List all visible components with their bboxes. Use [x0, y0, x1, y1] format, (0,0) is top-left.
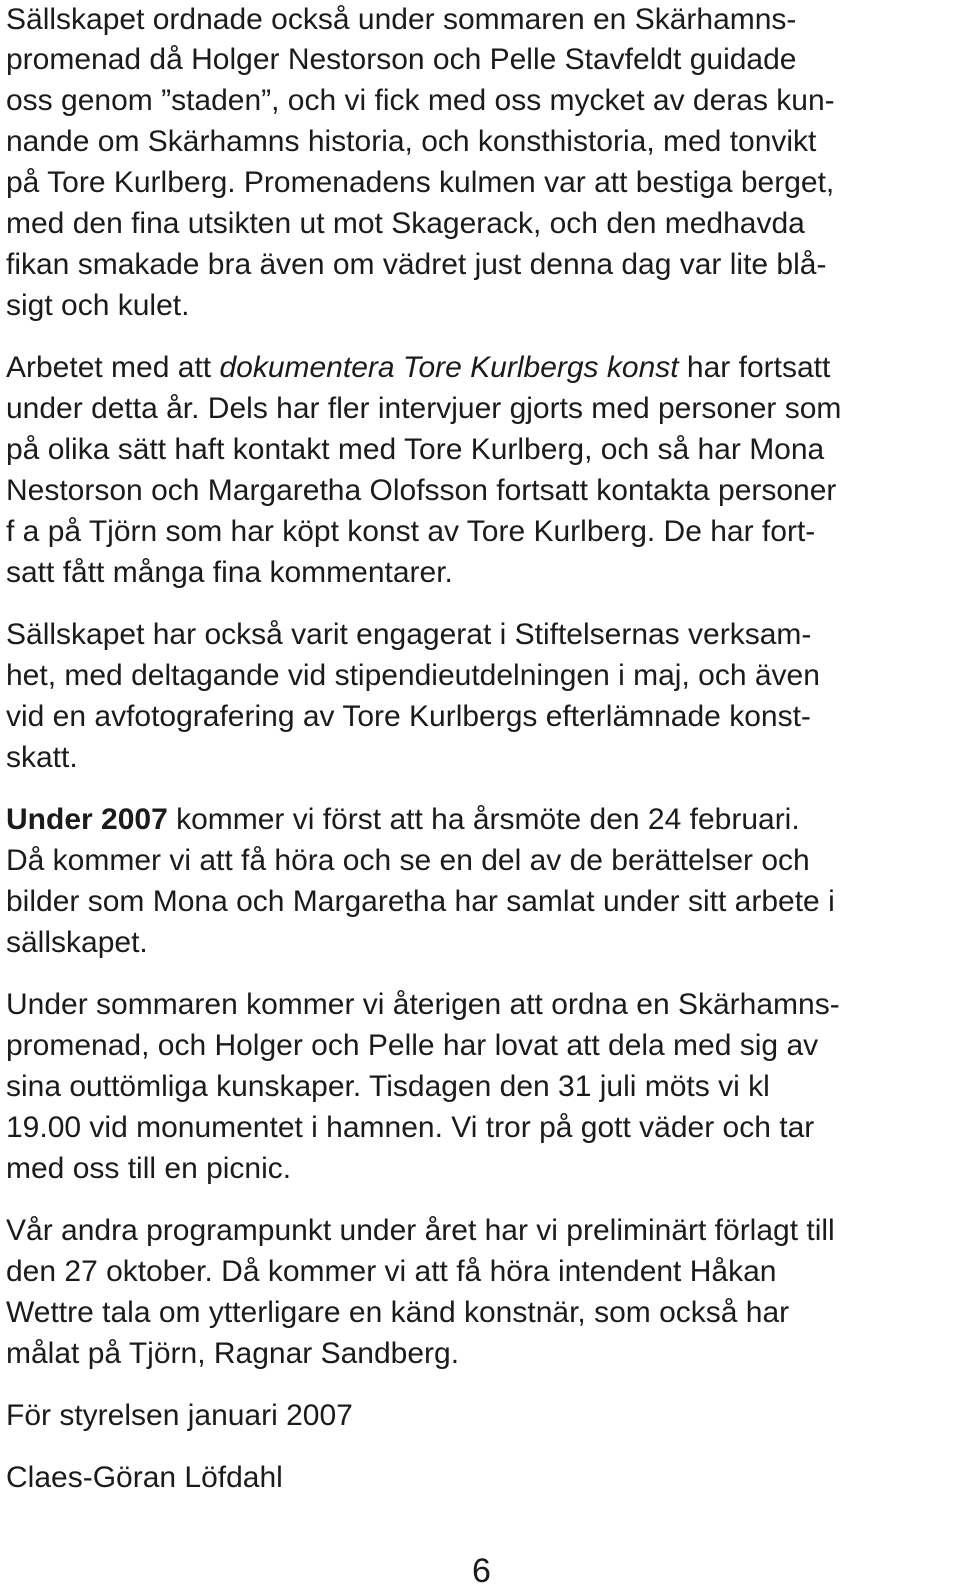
text-line: satt fått många fina kommentarer.	[6, 556, 453, 589]
text-line: Sällskapet ordnade också under sommaren en Skärhamns-	[6, 3, 797, 36]
text-line: promenad, och Holger och Pelle har lovat att dela med sig av	[6, 1029, 819, 1062]
text-line: skatt.	[6, 741, 78, 774]
text-line: på Tore Kurlberg. Promenadens kulmen var att bestiga berget,	[6, 166, 835, 199]
text-line: med oss till en picnic.	[6, 1152, 292, 1185]
text-line	[6, 350, 830, 386]
text-line: sällskapet.	[6, 926, 148, 959]
text-line: sigt och kulet.	[6, 289, 190, 322]
text-line: den 27 oktober. Då kommer vi att få höra intendent Håkan	[6, 1255, 777, 1288]
text-line: Under sommaren kommer vi återigen att ordna en Skärhamns-	[6, 988, 840, 1021]
text-line: under detta år. Dels har fler intervjuer gjorts med personer som	[6, 392, 842, 425]
text-line: promenad då Holger Nestorson och Pelle Stavfeldt guidade	[6, 43, 797, 76]
text-line: fikan smakade bra även om vädret just denna dag var lite blå-	[6, 248, 827, 281]
text-line	[6, 802, 800, 838]
text-line: Sällskapet har också varit engagerat i Stiftelsernas verksam-	[6, 618, 812, 651]
text-line: Wettre tala om ytterligare en känd konstnär, som också har	[6, 1296, 790, 1329]
text-line: Vår andra programpunkt under året har vi preliminärt förlagt till	[6, 1214, 835, 1247]
text-run: Arbetet med att	[6, 351, 220, 384]
text-line: med den fina utsikten ut mot Skagerack, och den medhavda	[6, 207, 805, 240]
text-run: har fortsatt	[678, 351, 831, 384]
text-line: Nestorson och Margaretha Olofsson fortsatt kontakta personer	[6, 474, 837, 507]
page-number: 6	[472, 1552, 491, 1590]
text-line: oss genom ”staden”, och vi fick med oss mycket av deras kun-	[6, 84, 835, 117]
text-line: målat på Tjörn, Ragnar Sandberg.	[6, 1337, 460, 1370]
text-line: f a på Tjörn som har köpt konst av Tore Kurlberg. De har fort-	[6, 515, 816, 548]
bold-lead: Under 2007	[6, 803, 168, 836]
text-line: 19.00 vid monumentet i hamnen. Vi tror på gott väder och tar	[6, 1111, 815, 1144]
text-line: sina outtömliga kunskaper. Tisdagen den 31 juli möts vi kl	[6, 1070, 770, 1103]
text-line: nande om Skärhamns historia, och konsthistoria, med tonvikt	[6, 125, 817, 158]
text-line: bilder som Mona och Margaretha har samlat under sitt arbete i	[6, 885, 835, 918]
text-line: Då kommer vi att få höra och se en del av de berättelser och	[6, 844, 810, 877]
signature-dateline: För styrelsen januari 2007	[6, 1399, 353, 1432]
text-line: het, med deltagande vid stipendieutdelningen i maj, och även	[6, 659, 820, 692]
text-line: på olika sätt haft kontakt med Tore Kurlberg, och så har Mona	[6, 433, 825, 466]
text-run: kommer vi först att ha årsmöte den 24 februari.	[167, 803, 800, 836]
italic-title: dokumentera Tore Kurlbergs konst	[219, 351, 679, 384]
text-line: vid en avfotografering av Tore Kurlbergs efterlämnade konst-	[6, 700, 811, 733]
signature-name: Claes-Göran Löfdahl	[6, 1461, 283, 1494]
